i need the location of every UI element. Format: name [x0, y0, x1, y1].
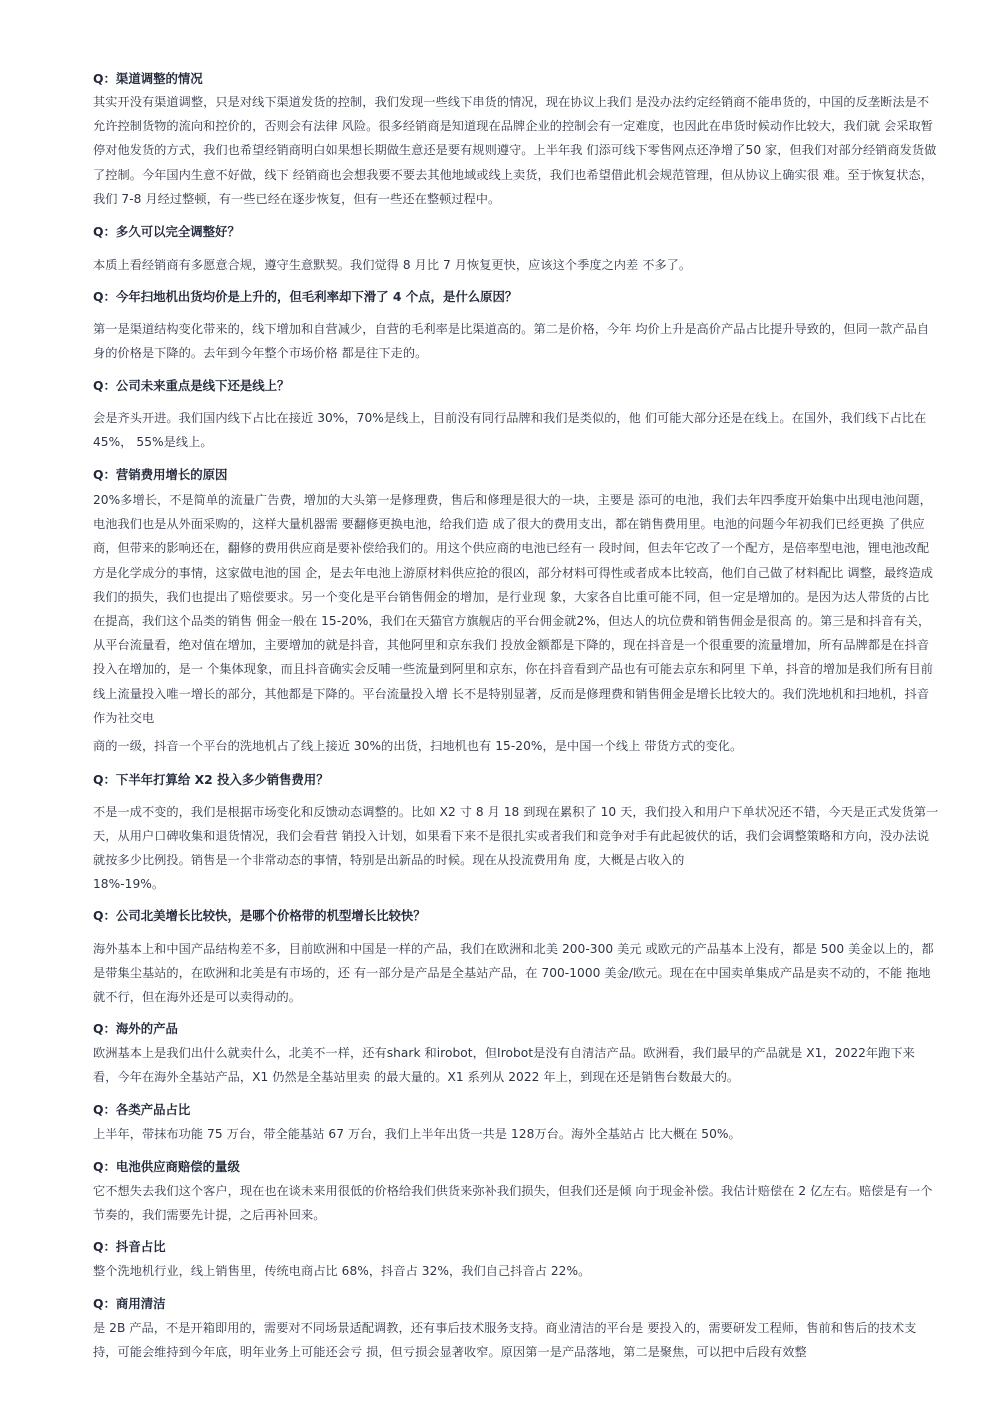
question-heading: Q：海外的产品: [93, 1021, 178, 1036]
answer-paragraph: 不是一成不变的，我们是根据市场变化和反馈动态调整的。比如 X2 寸 8 月 18 到现在累积了 10 天，我们投入和用户下单状况还不错，今天是正式发货第一天，从用户口碑收集和退货情况，我们会看营 销投入计划，如果看下来不是很扎实或者我们和竞争对手有此起彼伏的话，我们会调整策略和方向，没办法说就按多少比例投。销售是一个非常动态的事情，特别是出新品的时候。现在从投流费用角 度，大概是占收入的: [93, 805, 939, 868]
answer-paragraph: 整个洗地机行业，线上销售里，传统电商占比 68%，抖音占 32%，我们自己抖音占 22%。: [93, 1264, 591, 1278]
answer-paragraph: 其实开没有渠道调整，只是对线下渠道发货的控制，我们发现一些线下串货的情况，现在协议上我们 是没办法约定经销商不能串货的，中国的反垄断法是不允许控制货物的流向和控价的，否则会有法律 风险。很多经销商是知道现在品牌企业的控制会有一定难度，也因此在串货时候动作比较大，我们就 会采取暂停对他发货的方式，我们也希望经销商明白如果想长期做生意还是要有规则遵守。上半年我 们添可线下零售网点还净增了50 家，但我们对部分经销商发货做了控制。今年国内生意不好做，线下 经销商也会想我要不要去其他地域或线上卖货，我们也希望借此机会规范管理，但从协议上确实很 难。至于恢复状态，我们 7-8 月经过整顿，有一些已经在逐步恢复，但有一些还在整顿过程中。: [93, 95, 937, 206]
answer-paragraph: 上半年，带抹布功能 75 万台，带全能基站 67 万台，我们上半年出货一共是 128万台。海外全基站占 比大概在 50%。: [93, 1127, 741, 1141]
answer-paragraph: 第一是渠道结构变化带来的，线下增加和自营减少，自营的毛利率是比渠道高的。第二是价格，今年 均价上升是高价产品占比提升导致的，但同一款产品自身的价格是下降的。去年到今年整个市场价格 都是往下走的。: [93, 322, 930, 361]
answer-paragraph: 它不想失去我们这个客户，现在也在谈未来用很低的价格给我们供货来弥补我们损失，但我们还是倾 向于现金补偿。我估计赔偿在 2 亿左右。赔偿是有一个节奏的，我们需要先计提，之后再补回来。: [93, 1184, 933, 1223]
question-heading: Q：营销费用增长的原因: [93, 467, 228, 482]
question-heading: Q：各类产品占比: [93, 1102, 191, 1117]
question-heading: Q：电池供应商赔偿的量级: [93, 1159, 240, 1174]
question-heading: Q：今年扫地机出货均价是上升的，但毛利率却下滑了 4 个点，是什么原因？: [93, 289, 518, 304]
answer-paragraph: 会是齐头开进。我们国内线下占比在接近 30%，70%是线上，目前没有同行品牌和我们是类似的，他 们可能大部分还是在线上。在国外，我们线下占比在 45%， 55%是线上。: [93, 411, 927, 450]
answer-paragraph: 海外基本上和中国产品结构差不多，目前欧洲和中国是一样的产品，我们在欧洲和北美 200-300 美元 或欧元的产品基本上没有，都是 500 美金以上的，都是带集尘基站的，在欧洲和北美是有市场的，还 有一部分是产品是全基站产品，在 700-1000 美金/欧元。现在在中国卖单集成产品是卖不动的，不能 拖地就不行，但在海外还是可以卖得动的。: [93, 942, 934, 1005]
answer-paragraph: 欧洲基本上是我们出什么就卖什么，北美不一样，还有shark 和irobot，但Irobot是没有自清洁产品。欧洲看，我们最早的产品就是 X1，2022年跑下来看，今年在海外全基站产品，X1 仍然是全基站里卖 的最大量的。X1 系列从 2022 年上，到现在还是销售台数最大的。: [93, 1046, 915, 1085]
answer-paragraph: 20%多增长，不是简单的流量广告费，增加的大头第一是修理费，售后和修理是很大的一块，主要是 添可的电池，我们去年四季度开始集中出现电池问题，电池我们也是从外面采购的，这样大量机器需 要翻修更换电池，给我们造 成了很大的费用支出，都在销售费用里。电池的问题今年初我们已经更换 了供应商，但带来的影响还在，翻修的费用供应商是要补偿给我们的。用这个供应商的电池已经有一 段时间，但去年它改了一个配方，是倍率型电池，锂电池改配方是化学成分的事情，这家做电池的国 企，是去年电池上游原材料供应抢的很凶，部分材料可得性或者成本比较高，他们自己做了材料配比 调整，最终造成我们的损失，我们也提出了赔偿要求。另一个变化是平台销售佣金的增加，是行业现 象，大家各自比重可能不同，但一定是增加的。是因为达人带货的占比在提高，我们这个品类的销售 佣金一般在 15-20%，我们在天猫官方旗舰店的平台佣金就2%，但达人的坑位费和销售佣金是很高 的。第三是和抖音有关，从平台流量看，绝对值在增加，主要增加的就是抖音，其他阿里和京东我们 投放金额都是下降的，现在抖音是一个很重要的流量增加，所有品牌都是在抖音投入在增加的，是一 个集体现象，而且抖音确实会反哺一些流量到阿里和京东，你在抖音看到产品也有可能去京东和阿里 下单，抖音的增加是我们所有目前线上流量投入唯一增长的部分，其他都是下降的。平台流量投入增 长不是特别显著，反而是修理费和销售佣金是增长比较大的。我们洗地机和扫地机，抖音作为社交电: [93, 493, 933, 725]
question-heading: Q：商用清洁: [93, 1296, 166, 1311]
question-heading: Q：多久可以完全调整好？: [93, 224, 240, 239]
answer-paragraph: 本质上看经销商有多愿意合规，遵守生意默契。我们觉得 8 月比 7 月恢复更快，应该这个季度之内差 不多了。: [93, 258, 692, 272]
answer-paragraph-continued: 商的一级，抖音一个平台的洗地机占了线上接近 30%的出货，扫地机也有 15-20%，是中国一个线上 带货方式的变化。: [93, 739, 743, 753]
answer-paragraph-continued: 18%-19%。: [93, 877, 165, 891]
question-heading: Q：渠道调整的情况: [93, 71, 203, 86]
question-heading: Q：公司未来重点是线下还是线上？: [93, 378, 290, 393]
question-heading: Q：抖音占比: [93, 1239, 166, 1254]
answer-paragraph: 是 2B 产品，不是开箱即用的，需要对不同场景适配调教，还有事后技术服务支持。商业清洁的平台是 要投入的，需要研发工程师，售前和售后的技术支持，可能会维持到今年底，明年业务上可能还会亏 损，但亏损会显著收窄。原因第一是产品落地，第二是聚焦，可以把中后段有效整: [93, 1321, 917, 1360]
question-heading: Q：公司北美增长比较快，是哪个价格带的机型增长比较快？: [93, 908, 426, 923]
question-heading: Q：下半年打算给 X2 投入多少销售费用？: [93, 772, 329, 787]
